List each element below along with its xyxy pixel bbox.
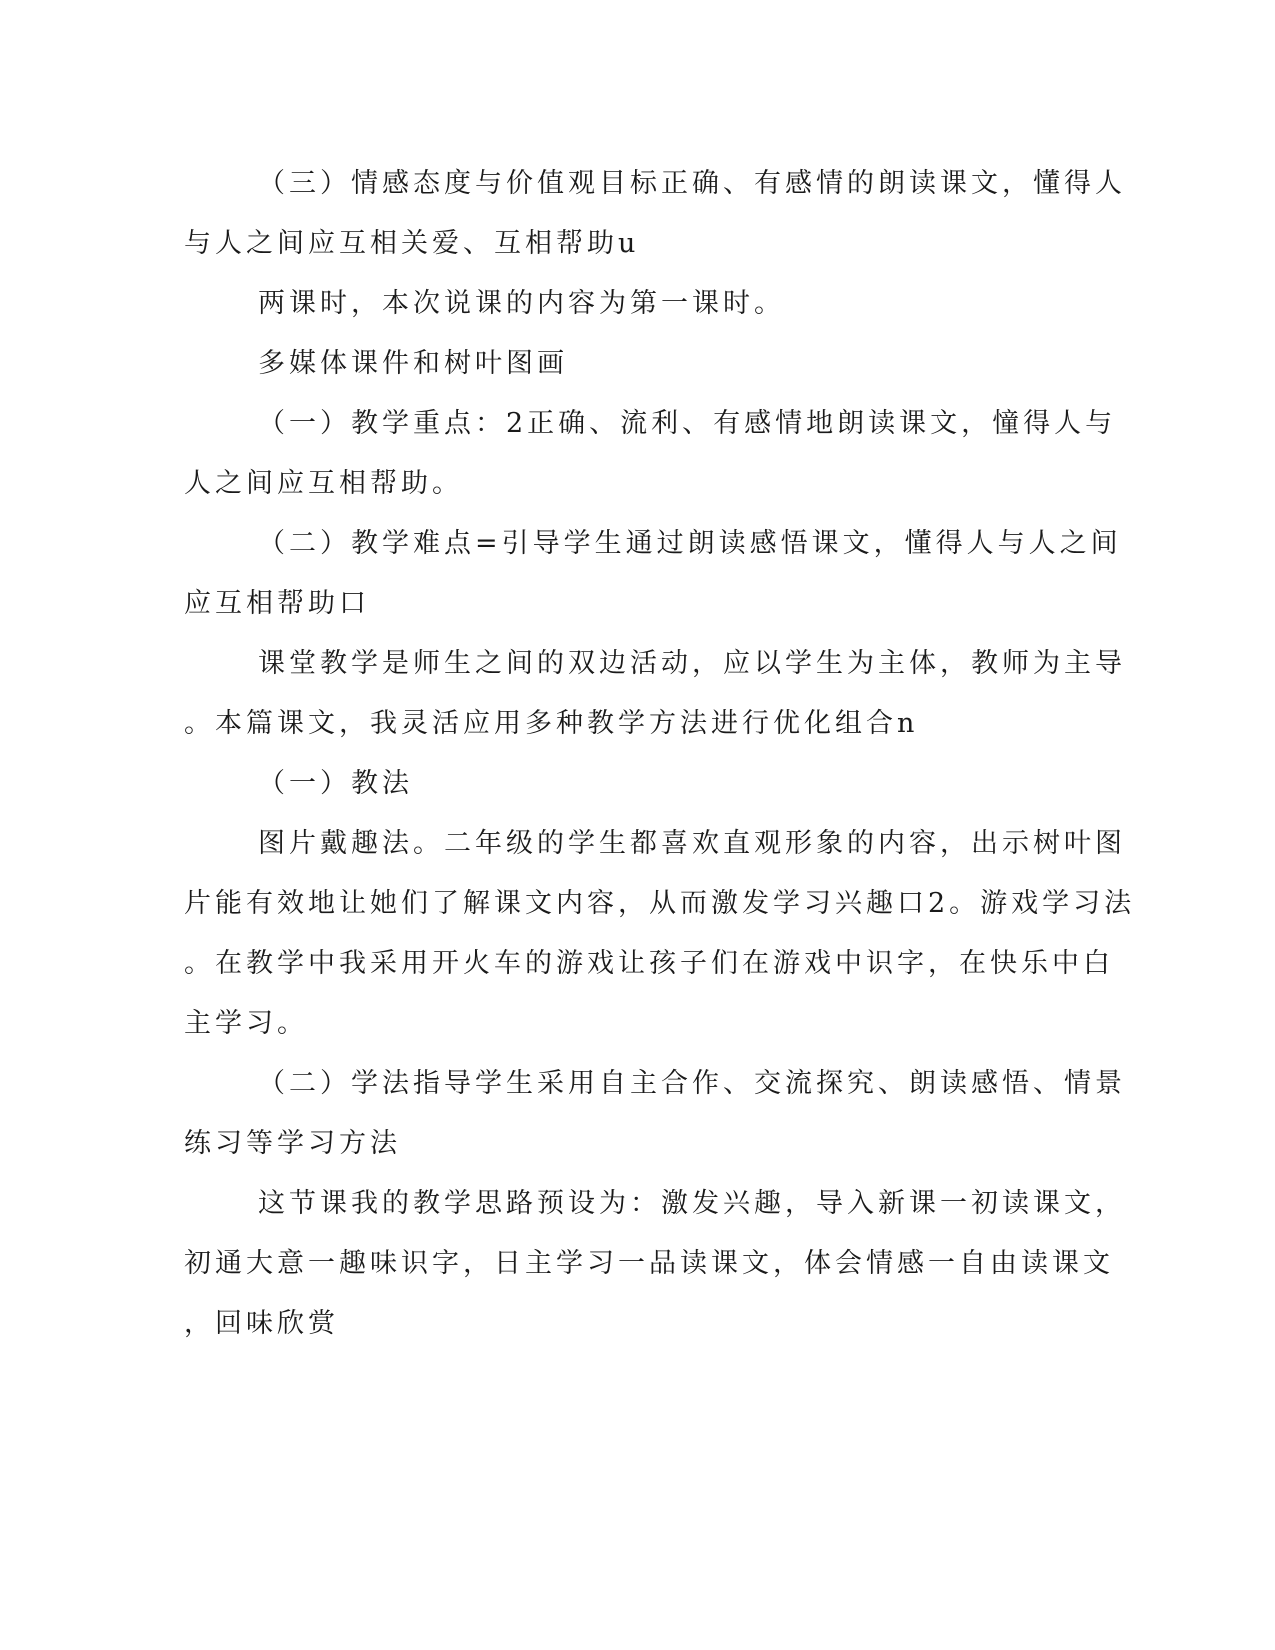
text-line: （二）学法指导学生采用自主合作、交流探究、朗读感悟、情景 xyxy=(258,1068,1126,1099)
text-line: 。本篇课文，我灵活应用多种教学方法进行优化组合n xyxy=(184,708,919,739)
text-line: 主学习。 xyxy=(184,1008,308,1039)
text-line: 两课时，本次说课的内容为第一课时。 xyxy=(258,288,785,319)
text-line: 人之间应互相帮助。 xyxy=(184,468,463,499)
text-line: 多媒体课件和树叶图画 xyxy=(258,348,568,379)
text-line: 。在教学中我采用开火车的游戏让孩子们在游戏中识字，在快乐中白 xyxy=(184,948,1114,979)
text-line: ，回味欣赏 xyxy=(184,1308,339,1339)
text-line: 课堂教学是师生之间的双边活动，应以学生为主体，教师为主导 xyxy=(258,648,1126,679)
text-line: （一）教法 xyxy=(258,768,413,799)
text-line: 这节课我的教学思路预设为：激发兴趣，导入新课一初读课文， xyxy=(258,1188,1126,1219)
text-line: （一）教学重点：2正确、流利、有感情地朗读课文，憧得人与 xyxy=(258,408,1117,439)
text-line: （三）情感态度与价值观目标正确、有感情的朗读课文，懂得人 xyxy=(258,168,1126,199)
text-line: 应互相帮助口 xyxy=(184,588,370,619)
text-line: 图片戴趣法。二年级的学生都喜欢直观形象的内容，出示树叶图 xyxy=(258,828,1126,859)
text-line: 与人之间应互相关爱、互相帮助u xyxy=(184,228,640,259)
text-line: 练习等学习方法 xyxy=(184,1128,401,1159)
text-line: （二）教学难点=引导学生通过朗读感悟课文，懂得人与人之间 xyxy=(258,528,1122,559)
text-line: 初通大意一趣味识字，日主学习一品读课文，体会情感一自由读课文 xyxy=(184,1248,1114,1279)
text-line: 片能有效地让她们了解课文内容，从而激发学习兴趣口2。游戏学习法 xyxy=(184,888,1136,919)
